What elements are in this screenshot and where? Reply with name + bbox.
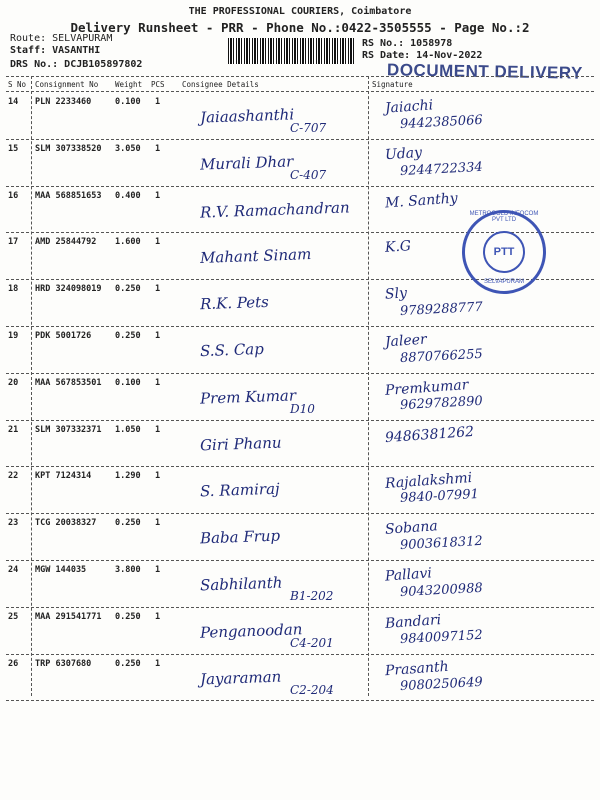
row-signature-phone: 9043200988	[399, 580, 484, 601]
row-divider	[6, 326, 594, 327]
row-consignment-no: TCG 20038327	[35, 518, 97, 529]
row-pcs: 1	[155, 377, 161, 388]
row-sno: 20	[8, 377, 19, 388]
row-signature: Prasanth	[384, 658, 450, 679]
row-consignee-flat: D10	[290, 401, 315, 416]
row-divider	[6, 186, 594, 187]
row-weight: 0.100	[115, 377, 141, 388]
row-signature: 9486381262	[384, 423, 475, 446]
row-consignee-name: S.S. Cap	[199, 339, 265, 361]
row-pcs: 1	[155, 284, 161, 295]
row-weight: 0.250	[115, 611, 141, 622]
row-signature: Bandari	[384, 611, 442, 632]
row-divider	[6, 654, 594, 655]
row-signature-phone: 9840097152	[399, 627, 484, 647]
staff-label: Staff: VASANTHI	[10, 45, 101, 56]
row-signature-phone: 9840-07991	[399, 487, 480, 507]
row-signature: Jaiachi	[384, 97, 434, 117]
row-sno: 23	[8, 518, 19, 529]
row-weight: 0.250	[115, 518, 141, 529]
row-consignee-name: S. Ramiraj	[199, 480, 280, 501]
row-signature: M. Santhy	[384, 190, 459, 212]
row-signature-phone: 8870766255	[399, 346, 484, 367]
row-pcs: 1	[155, 471, 161, 482]
column-divider	[368, 76, 369, 696]
col-header-weight: Weight	[115, 80, 143, 89]
row-consignee-flat: C-407	[290, 167, 327, 182]
row-consignment-no: AMD 25844792	[35, 237, 97, 248]
row-weight: 1.600	[115, 237, 141, 248]
row-sno: 15	[8, 143, 19, 154]
row-consignment-no: SLM 307332371	[35, 424, 102, 435]
row-pcs: 1	[155, 237, 161, 248]
barcode	[228, 38, 354, 64]
row-consignee-name: R.K. Pets	[199, 292, 270, 314]
row-divider	[6, 513, 594, 514]
row-weight: 0.250	[115, 658, 141, 669]
drs-number: DRS No.: DCJB105897802	[10, 59, 143, 70]
row-sno: 21	[8, 424, 19, 435]
row-weight: 0.250	[115, 331, 141, 341]
row-divider	[6, 466, 594, 467]
row-pcs: 1	[155, 611, 161, 622]
row-signature-phone: 9244722334	[399, 159, 484, 179]
company-seal	[462, 210, 546, 294]
row-pcs: 1	[155, 190, 161, 201]
row-consignee-flat: C-707	[290, 121, 327, 135]
row-weight: 3.050	[115, 143, 141, 154]
col-header-consignee: Consignee Details	[182, 80, 259, 89]
row-sno: 19	[8, 331, 19, 341]
row-consignee-name: Mahant Sinam	[199, 245, 312, 268]
row-signature: Sly	[384, 285, 408, 303]
row-divider	[6, 700, 594, 701]
row-consignee-name: Murali Dhar	[199, 152, 294, 174]
row-signature: Uday	[384, 144, 423, 164]
row-divider	[6, 373, 594, 374]
row-consignment-no: TRP 6307680	[35, 658, 92, 669]
row-divider	[6, 139, 594, 140]
rs-number: RS No.: 1058978	[362, 38, 453, 49]
row-sno: 26	[8, 658, 19, 669]
row-consignment-no: HRD 324098019	[35, 284, 102, 295]
row-signature-phone: 9442385066	[399, 112, 484, 133]
row-weight: 3.800	[115, 565, 141, 575]
rs-date: RS Date: 14-Nov-2022	[362, 50, 483, 61]
row-signature-phone: 9629782890	[399, 393, 484, 413]
row-signature: K.G	[384, 238, 412, 257]
row-signature: Rajalakshmi	[384, 470, 473, 493]
col-header-pcs: PCS	[151, 80, 165, 89]
row-consignment-no: PLN 2233460	[35, 97, 92, 107]
row-consignee-name: Jayaraman	[199, 667, 282, 689]
row-divider	[6, 560, 594, 561]
row-pcs: 1	[155, 518, 161, 529]
column-divider	[31, 76, 32, 696]
company-name: THE PROFESSIONAL COURIERS, Coimbatore	[188, 6, 412, 17]
row-signature-phone: 9789288777	[399, 300, 484, 320]
row-signature-phone: 9080250649	[399, 674, 484, 694]
row-consignee-name: Prem Kumar	[199, 386, 297, 408]
row-sno: 17	[8, 237, 19, 248]
table-header-border	[6, 91, 594, 92]
row-consignment-no: SLM 307338520	[35, 143, 102, 154]
row-pcs: 1	[155, 565, 161, 575]
col-header-signature: Signature	[372, 80, 413, 89]
row-divider	[6, 420, 594, 421]
seal-top-text: METROGOLD INFOCOM PVT LTD	[469, 211, 539, 223]
route-label: Route: SELVAPURAM	[10, 33, 113, 44]
seal-center-text: PTT	[483, 231, 525, 273]
row-consignment-no: MAA 568851653	[35, 190, 102, 201]
col-header-consignment: Consignment No	[35, 80, 99, 89]
row-consignee-flat: C4-201	[290, 635, 334, 650]
row-sno: 18	[8, 284, 19, 295]
row-consignment-no: MAA 567853501	[35, 377, 102, 388]
row-consignee-flat: B1-202	[290, 589, 334, 603]
row-consignee-name: Sabhilanth	[199, 573, 283, 595]
row-weight: 1.290	[115, 471, 141, 482]
row-weight: 0.400	[115, 190, 141, 201]
row-consignee-name: Penganoodan	[199, 620, 303, 642]
row-sno: 16	[8, 190, 19, 201]
row-consignee-name: Baba Frup	[199, 526, 281, 548]
row-signature: Sobana	[384, 518, 439, 539]
row-sno: 14	[8, 97, 19, 107]
row-consignment-no: MGW 144035	[35, 565, 87, 575]
row-consignment-no: MAA 291541771	[35, 611, 102, 622]
row-weight: 0.250	[115, 284, 141, 295]
row-weight: 0.100	[115, 97, 141, 107]
row-consignment-no: PDK 5001726	[35, 331, 92, 341]
row-weight: 1.050	[115, 424, 141, 435]
row-sno: 25	[8, 611, 19, 622]
row-consignment-no: KPT 7124314	[35, 471, 92, 482]
runsheet-title: Delivery Runsheet - PRR - Phone No.:0422-3505555 - Page No.:2	[70, 20, 530, 35]
row-pcs: 1	[155, 97, 161, 107]
row-sno: 22	[8, 471, 19, 482]
row-consignee-flat: C2-204	[290, 682, 334, 697]
row-sno: 24	[8, 565, 19, 575]
row-consignee-name: R.V. Ramachandran	[199, 197, 350, 222]
document-delivery-stamp: DOCUMENT DELIVERY	[386, 60, 583, 83]
row-consignee-name: Jaiaashanthi	[199, 105, 295, 127]
row-signature: Jaleer	[384, 331, 428, 351]
row-pcs: 1	[155, 424, 161, 435]
seal-bottom-text: SELVAPURAM	[483, 279, 525, 285]
row-divider	[6, 607, 594, 608]
row-signature: Premkumar	[384, 376, 469, 399]
row-pcs: 1	[155, 143, 161, 154]
row-signature: Pallavi	[384, 565, 433, 585]
table-top-border	[6, 76, 594, 77]
row-signature-phone: 9003618312	[399, 534, 484, 554]
col-header-sno: S No	[8, 80, 27, 89]
row-pcs: 1	[155, 331, 161, 341]
row-pcs: 1	[155, 658, 161, 669]
row-consignee-name: Giri Phanu	[199, 433, 282, 455]
